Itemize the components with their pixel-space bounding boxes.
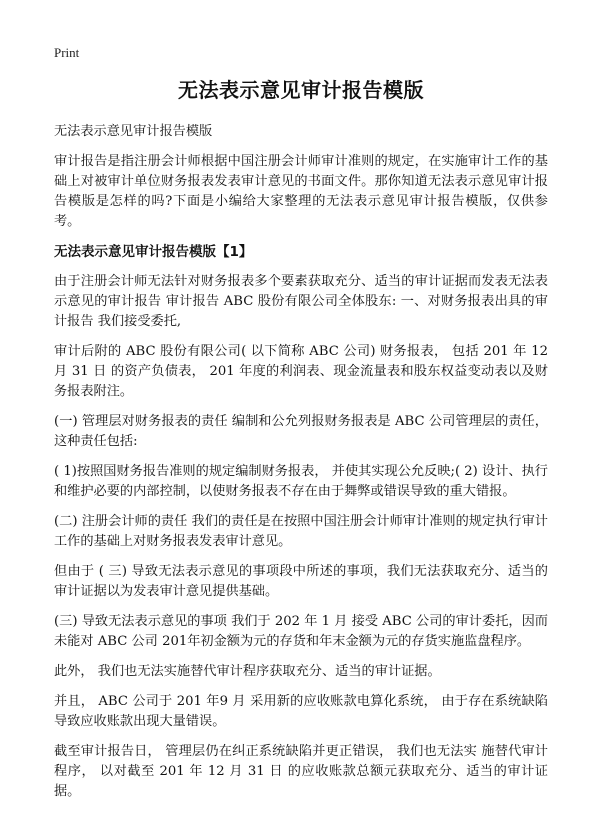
body-paragraph-8: 此外， 我们也无法实施替代审计程序获取充分、适当的审计证据。: [54, 664, 441, 679]
body-paragraph-10: 截至审计报告日， 管理层仍在纠正系统缺陷并更正错误， 我们也无法实 施替代审计程序， 以对截至 201 年 12 月 31 日 的应收账款总额元获取充分、适当的审计证据。: [54, 744, 548, 799]
intro-paragraph: 审计报告是指注册会计师根据中国注册会计师审计准则的规定，在实施审计工作的基础上对被审计单位财务报表发表审计意见的书面文件。那你知道无法表示意见审计报告模版是怎样的吗?下面是小编给大家整理的无法表示意见审计报告模版，仅供参考。: [54, 154, 548, 229]
body-paragraph-4: ( 1)按照国财务报告准则的规定编制财务报表， 并使其实现公允反映;( 2) 设计、执行和维护必要的内部控制，以使财务报表不存在由于舞弊或错误导致的重大错报。: [54, 464, 548, 499]
body-paragraph-5: (二) 注册会计师的责任 我们的责任是在按照中国注册会计师审计准则的规定执行审计工作的基础上对财务报表发表审计意见。: [54, 514, 548, 549]
body-paragraph-1: 由于注册会计师无法针对财务报表多个要素获取充分、适当的审计证据而发表无法表示意见的审计报告 审计报告 ABC 股份有限公司全体股东: 一、对财务报表出具的审计报告 我们接受委托,: [54, 274, 548, 329]
body-paragraph-6: 但由于 ( 三) 导致无法表示意见的事项段中所述的事项，我们无法获取充分、适当的审计证据以为发表审计意见提供基础。: [54, 564, 548, 599]
document-subtitle: 无法表示意见审计报告模版: [54, 124, 213, 139]
section-heading: 无法表示意见审计报告模版【1】: [54, 244, 253, 260]
body-paragraph-3: (一) 管理层对财务报表的责任 编制和公允列报财务报表是 ABC 公司管理层的责任， 这种责任包括:: [54, 414, 548, 449]
body-paragraph-9: 并且， ABC 公司于 201 年9 月 采用新的应收账款电算化系统， 由于存在系统缺陷导致应收账款出现大量错误。: [54, 694, 548, 729]
body-paragraph-7: (三) 导致无法表示意见的事项 我们于 202 年 1 月 接受 ABC 公司的审计委托，因而未能对 ABC 公司 201年初金额为元的存货和年末金额为元的存货实施监盘程序。: [54, 614, 548, 649]
document-title: 无法表示意见审计报告模版: [178, 78, 424, 102]
body-paragraph-2: 审计后附的 ABC 股份有限公司( 以下简称 ABC 公司) 财务报表， 包括 201 年 12 月 31 日 的资产负债表， 201 年度的利润表、现金流量表和股东权益变动表以及财务报表附注。: [54, 344, 548, 399]
print-label: Print: [54, 45, 80, 60]
